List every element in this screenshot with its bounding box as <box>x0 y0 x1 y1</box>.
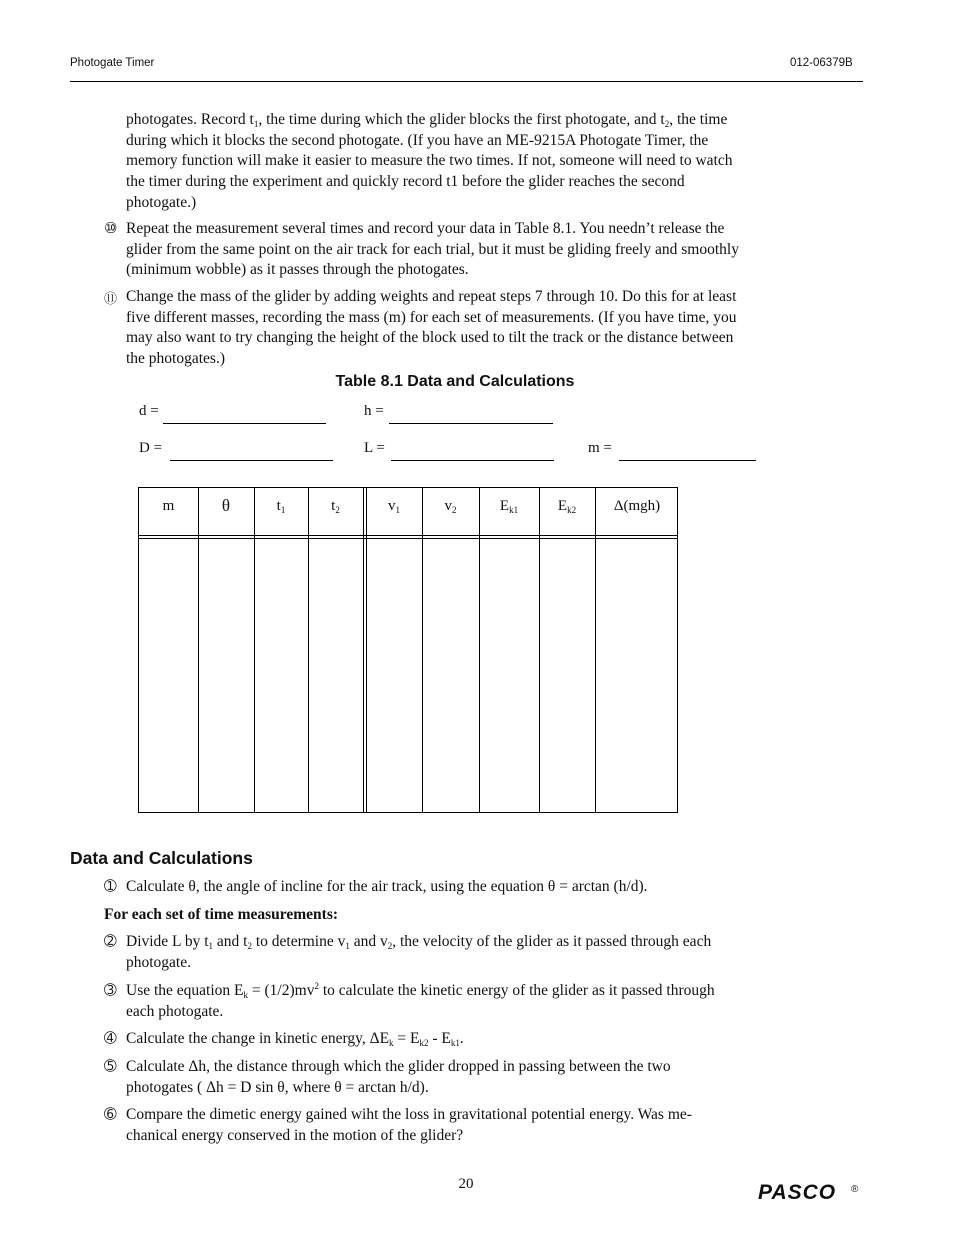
intro-text-2: , the time during which the glider blocks the first photogate, and t <box>258 111 665 128</box>
calc-step-2-text: Divide L by $t_1$ and $t_2$ to determine $v_1$ and $v_2$, the velocity of the glider as it passed through each photogate. <box>126 933 712 971</box>
calc-step-5-text: Calculate Δh, the distance through which the glider dropped in passing between the two photogates ( Δh = D sin θ, where θ = arctan h/d). <box>126 1058 671 1096</box>
field-D-label: D = <box>139 440 163 456</box>
table-col-divider <box>308 488 309 812</box>
column-header-v2: $v_2$ <box>444 498 457 515</box>
intro-paragraph <box>126 110 746 214</box>
field-h-label: h = <box>364 403 384 419</box>
calc-step-6-text: Compare the dimetic energy gained wiht the loss in gravitational potential energy. Was me-chanical energy conserved in the motion of the glider? <box>126 1106 692 1144</box>
column-header-m: m <box>162 498 175 514</box>
step-10-text: Repeat the measurement several times and record your data in Table 8.1. You needn’t release the glider from the same point on the air track for each trial, but it must be gliding freely and smoothly (minimum wobble) as it passes through the photogates. <box>126 220 739 279</box>
column-header-v1: $v_1$ <box>388 498 400 515</box>
time-measurements-label: For each set of time measurements: <box>104 906 339 923</box>
registered-mark: ® <box>851 1184 859 1195</box>
column-header-delta-mgh: Δ(mgh) <box>613 498 661 514</box>
column-header-theta: θ <box>221 496 231 515</box>
intro-sub-2: 2 <box>664 119 670 129</box>
column-header-t2: $t_2$ <box>331 498 340 515</box>
field-d-line[interactable] <box>163 423 326 424</box>
field-L-label: L = <box>364 440 385 456</box>
table-col-divider <box>595 488 596 812</box>
pasco-logo: PASCO <box>758 1181 837 1204</box>
calc-step-3-marker: ➂ <box>104 983 117 999</box>
field-h-line[interactable] <box>389 423 553 424</box>
calc-step-1-text: Calculate θ, the angle of incline for the air track, using the equation θ = arctan (h/d). <box>126 878 648 895</box>
field-d-label: d = <box>139 403 159 419</box>
column-header-t1: $t_1$ <box>276 498 286 515</box>
calc-step-6-marker: ➅ <box>104 1107 117 1123</box>
step-10-marker: ⑩ <box>104 221 118 237</box>
calc-step-3-text: Use the equation $E_k = (1/2)mv^2$ to calculate the kinetic energy of the glider as it passed through each photogate. <box>126 981 715 1020</box>
table-header-rule-1 <box>139 535 677 536</box>
table-col-divider <box>366 488 367 812</box>
intro-sub-1: 1 <box>253 119 259 129</box>
column-header-ek2: $E_{k2}$ <box>557 498 577 515</box>
field-D-line[interactable] <box>170 460 333 461</box>
calc-step-1-marker: ➀ <box>104 879 117 895</box>
table-col-divider <box>539 488 540 812</box>
table-header-rule-2 <box>139 538 677 539</box>
calc-step-5-marker: ➄ <box>104 1059 117 1075</box>
table-title: Table 8.1 Data and Calculations <box>335 373 575 390</box>
running-header-doc-number: 012-06379B <box>790 57 853 69</box>
calc-step-4-text: Calculate the change in kinetic energy, $\Delta E_k = E_{k2} - E_{k1}$. <box>126 1030 464 1048</box>
table-col-divider <box>254 488 255 812</box>
calc-step-2-marker: ➁ <box>104 934 117 950</box>
page-number: 20 <box>458 1176 474 1192</box>
header-rule <box>70 81 863 82</box>
column-header-ek1: $E_{k1}$ <box>499 498 519 515</box>
section-heading: Data and Calculations <box>70 848 253 868</box>
table-col-divider <box>363 488 364 812</box>
step-11-marker: ⑪ <box>104 291 118 306</box>
table-col-divider <box>198 488 199 812</box>
intro-text-1: photogates. Record t <box>126 111 254 128</box>
table-col-divider <box>479 488 480 812</box>
table-col-divider <box>422 488 423 812</box>
step-11-text: Change the mass of the glider by adding weights and repeat steps 7 through 10. Do this for at least five different masses, recording the mass (m) for each set of measurements. (If you have time, you may also want to try changing the height of the block used to tilt the track or the distance between the photogates.) <box>126 288 737 368</box>
running-header-title: Photogate Timer <box>70 57 155 69</box>
data-table <box>138 487 678 813</box>
field-m-label: m = <box>588 440 612 456</box>
field-m-line[interactable] <box>619 460 756 461</box>
intro-text-3: , the <box>669 111 696 128</box>
intro-text-4: time during which it blocks the second photogate. (If you have an ME-9215A Photogate Timer, the memory function will make it easier to measure the two times. If not, someone will need to watch the timer during the experiment and quickly record t1 before the glider reaches the second photogate.) <box>126 111 733 211</box>
calc-step-4-marker: ➃ <box>104 1031 117 1047</box>
field-L-line[interactable] <box>391 460 554 461</box>
